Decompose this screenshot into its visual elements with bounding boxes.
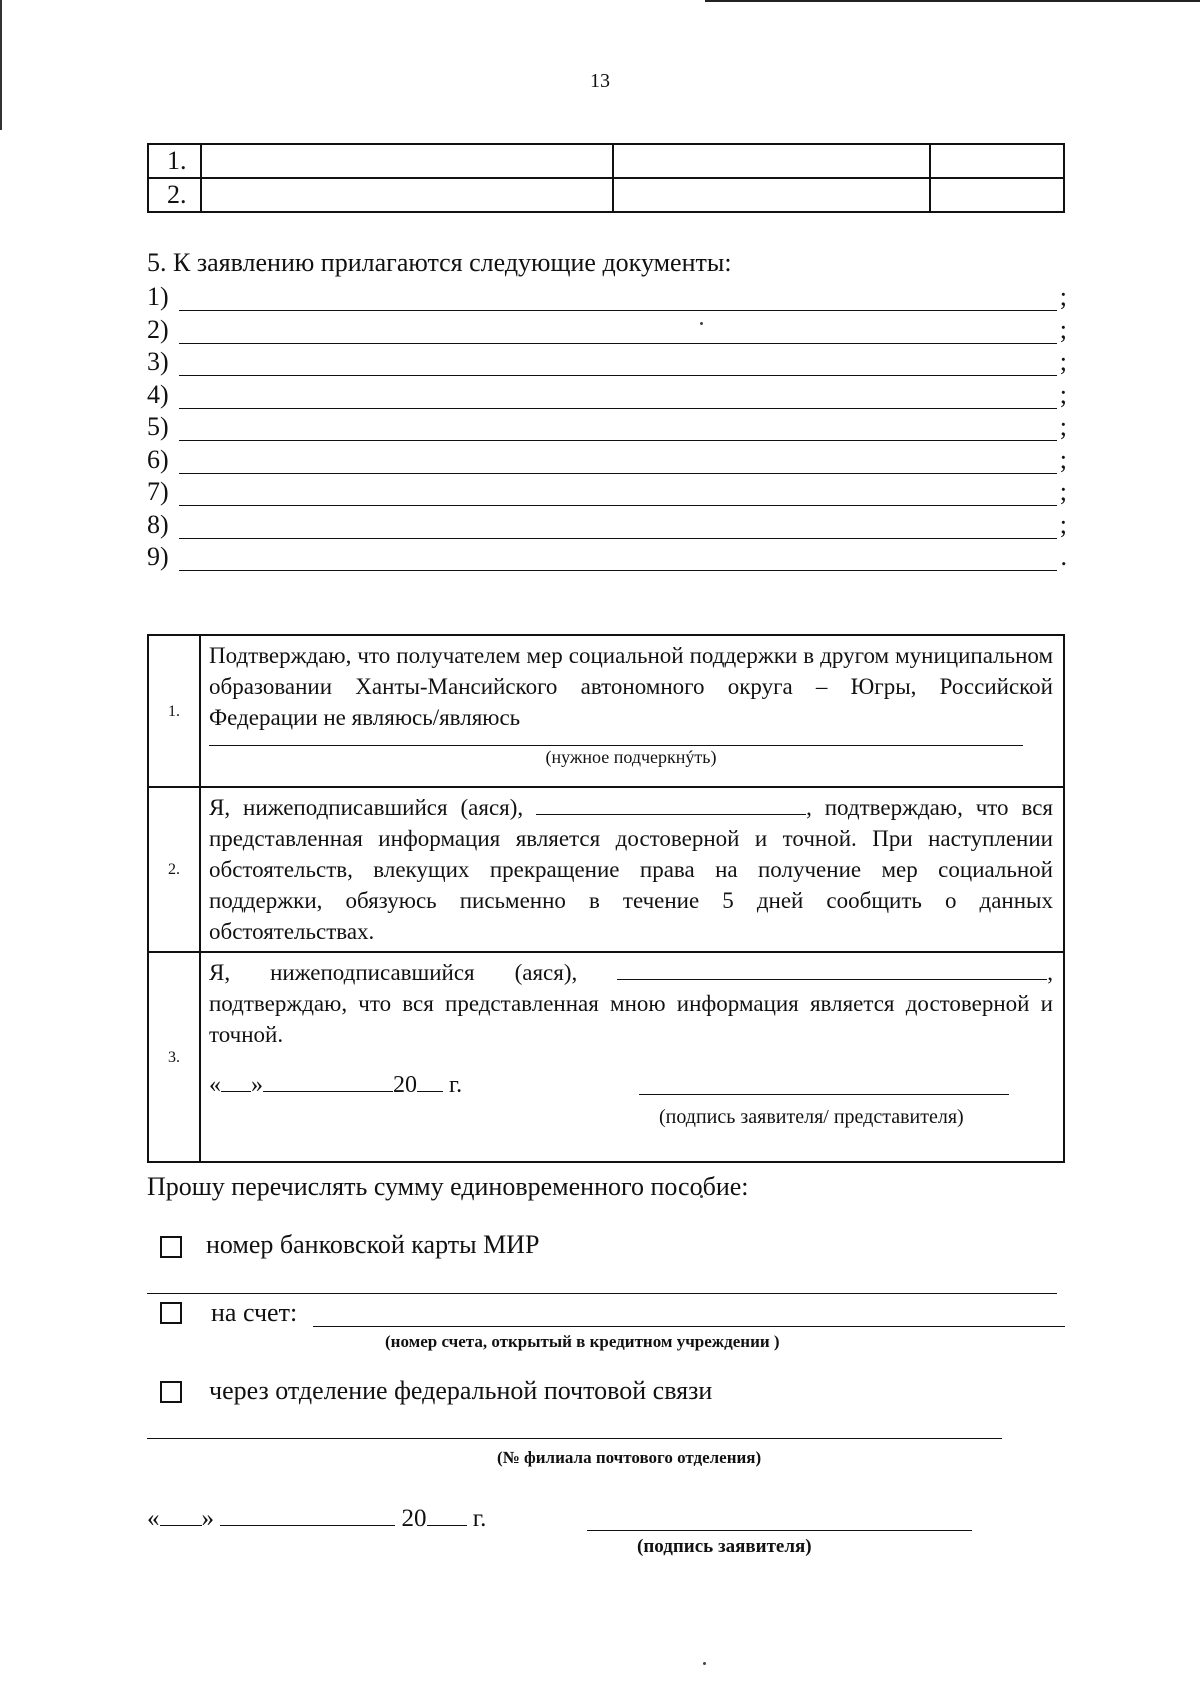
confirmation-text: Подтверждаю, что получателем мер социальной поддержки в другом муниципальном образовании Ханты-Мансийского автономного округа – Югры, Российской Федерации не являюсь/являюсь [209, 643, 1053, 730]
date-signature-block [209, 1070, 1053, 1150]
card-number-line[interactable] [147, 1293, 1057, 1294]
item-number: 2) [147, 314, 169, 344]
list-item[interactable] [147, 477, 1067, 510]
month-field[interactable] [263, 1071, 393, 1092]
confirmation-text: Я, нижеподписавшийся (аяся), [209, 795, 524, 820]
item-end: ; [1059, 444, 1067, 474]
left-edge-mark [0, 0, 2, 130]
quote-open: « [209, 1072, 221, 1098]
table-row [148, 178, 1064, 212]
table-row [148, 787, 1064, 952]
bottom-date-field [147, 1505, 486, 1533]
signature-hint: (подпись заявителя/ представителя) [659, 1106, 964, 1128]
item-number: 8) [147, 509, 169, 539]
list-item[interactable] [147, 282, 1067, 315]
table-cell[interactable] [930, 144, 1064, 178]
post-option-label: через отделение федеральной почтовой связи [209, 1376, 713, 1405]
fill-line[interactable] [179, 538, 1057, 539]
signature-line[interactable] [587, 1530, 972, 1531]
list-item[interactable] [147, 412, 1067, 445]
fill-line[interactable] [179, 505, 1057, 506]
quote-close: » [251, 1072, 263, 1098]
fill-line[interactable] [179, 570, 1057, 571]
list-item[interactable] [147, 542, 1067, 575]
item-end: ; [1059, 477, 1067, 506]
account-number-line[interactable] [313, 1326, 1065, 1327]
item-number: 5) [147, 412, 169, 441]
table-cell[interactable] [613, 178, 930, 212]
year-field[interactable] [417, 1071, 443, 1092]
quote-open: « [147, 1505, 160, 1532]
row-number: 1. [148, 144, 201, 178]
year-suffix: г. [449, 1072, 463, 1098]
item-number: 1) [147, 282, 169, 311]
day-field[interactable] [160, 1505, 202, 1526]
row-index: 1. [148, 635, 200, 787]
table-cell[interactable] [613, 144, 930, 178]
item-number: 9) [147, 542, 169, 571]
fill-line[interactable] [179, 440, 1057, 441]
item-end: ; [1059, 282, 1067, 311]
confirmation-cell: Я, нижеподписавшийся (аяся), , подтверждаю, что вся представленная мною информация является достоверной и точной. « » 20 г. (подпись заявителя/ представителя) [200, 952, 1064, 1162]
name-field[interactable] [617, 959, 1047, 980]
table-cell[interactable] [201, 178, 613, 212]
item-number: 7) [147, 477, 169, 506]
year-prefix: 20 [393, 1072, 417, 1098]
fill-line[interactable] [179, 408, 1057, 409]
item-number: 3) [147, 347, 169, 376]
item-end: ; [1059, 379, 1067, 409]
year-field[interactable] [427, 1505, 467, 1526]
signature-line[interactable] [639, 1094, 1009, 1095]
quote-close: » [201, 1505, 214, 1532]
fill-line[interactable] [179, 473, 1057, 474]
item-end: ; [1059, 412, 1067, 441]
hint-text: (нужное подчеркнýть) [545, 747, 717, 767]
documents-list [147, 282, 1067, 575]
confirmation-table [147, 634, 1065, 1163]
item-end: ; [1059, 314, 1067, 344]
list-item[interactable] [147, 445, 1067, 478]
table-cell[interactable] [930, 178, 1064, 212]
month-field[interactable] [220, 1505, 395, 1526]
transfer-title: Прошу перечислять сумму единовременного пособие: [147, 1172, 749, 1201]
list-item[interactable] [147, 380, 1067, 413]
list-item[interactable] [147, 315, 1067, 348]
table-row [148, 144, 1064, 178]
post-branch-line[interactable] [147, 1438, 1002, 1439]
table-cell[interactable] [201, 144, 613, 178]
table-row [148, 635, 1064, 787]
page-number: 13 [590, 70, 610, 92]
row-index: 2. [148, 787, 200, 952]
confirmation-text: подтверждаю, что вся представленная мною информация является достоверной и точной. [209, 991, 1053, 1047]
day-field[interactable] [221, 1071, 251, 1092]
signature-hint: (подпись заявителя) [637, 1536, 812, 1557]
account-option-label: на счет: [211, 1298, 298, 1327]
item-number: 4) [147, 379, 169, 409]
documents-title: 5. К заявлению прилагаются следующие документы: [147, 248, 732, 277]
post-hint: (№ филиала почтового отделения) [497, 1448, 762, 1467]
account-hint: (номер счета, открытый в кредитном учреждении ) [385, 1332, 780, 1351]
confirmation-text: , подтверждаю, что вся представленная информация является достоверной и точной. При наступлении обстоятельств, влекущих прекращение права на получение мер социальной поддержки, обязуюсь письменно в течение 5 дней сообщить о данных обстоятельствах. [209, 795, 1053, 944]
item-end: . [1060, 542, 1067, 571]
item-number: 6) [147, 444, 169, 474]
item-end: ; [1059, 509, 1067, 539]
year-prefix: 20 [401, 1505, 427, 1532]
fill-line[interactable] [179, 310, 1057, 311]
fill-line[interactable] [179, 375, 1057, 376]
confirmation-text: Я, нижеподписавшийся (аяся), [209, 960, 578, 985]
top-table [147, 143, 1065, 213]
list-item[interactable] [147, 510, 1067, 543]
fill-line[interactable] [179, 343, 1057, 344]
confirmation-cell [200, 635, 1064, 787]
item-end: ; [1059, 347, 1067, 376]
top-edge-line [705, 0, 1200, 2]
row-number: 2. [148, 178, 201, 212]
confirmation-cell [200, 787, 1064, 952]
account-checkbox[interactable] [160, 1302, 182, 1324]
card-checkbox[interactable] [160, 1236, 182, 1258]
name-field[interactable] [536, 794, 806, 815]
date-field [209, 1070, 462, 1101]
scan-speck [703, 1662, 706, 1665]
post-checkbox[interactable] [160, 1381, 182, 1403]
row-index: 3. [148, 952, 200, 1162]
list-item[interactable] [147, 347, 1067, 380]
card-option-label: номер банковской карты МИР [206, 1230, 540, 1259]
table-row [148, 952, 1064, 1162]
year-suffix: г. [472, 1505, 487, 1532]
